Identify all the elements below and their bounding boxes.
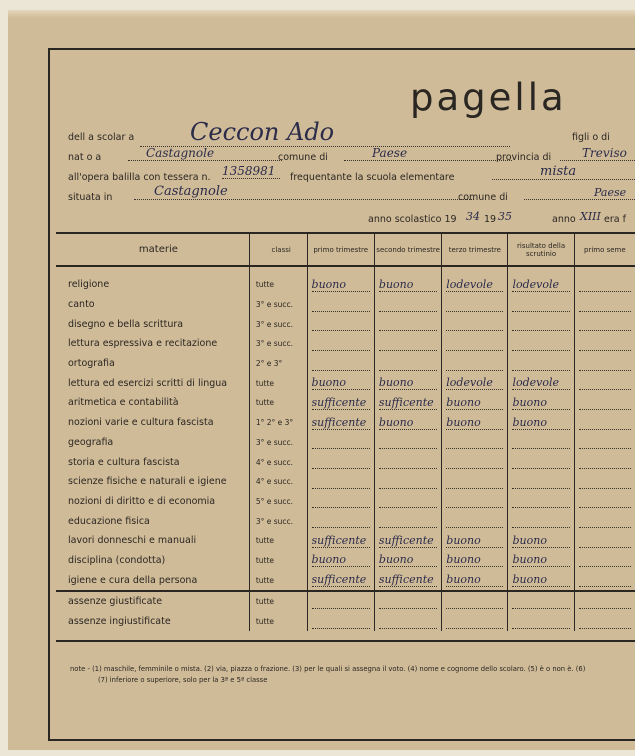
school-type: mista bbox=[492, 164, 635, 180]
grade-cell bbox=[579, 553, 631, 567]
class-label: 2° e 3° bbox=[249, 354, 307, 374]
grade-cell bbox=[379, 514, 437, 528]
situata-value: Castagnole bbox=[134, 184, 474, 200]
grade-cell bbox=[512, 435, 569, 449]
grade-cell bbox=[446, 455, 503, 469]
grade-cell bbox=[446, 514, 503, 528]
grade-cell: buono bbox=[446, 573, 503, 587]
grade-cell: buono bbox=[446, 396, 503, 410]
year-label: anno scolastico 19 bbox=[368, 214, 457, 225]
class-label: 3° e succ. bbox=[249, 433, 307, 453]
absence-row bbox=[56, 591, 635, 612]
grade-cell bbox=[446, 494, 503, 508]
class-label: tutte bbox=[249, 531, 307, 551]
subject-label: scienze fisiche e naturali e igiene bbox=[56, 472, 249, 492]
grade-cell: buono bbox=[379, 416, 437, 430]
grade-cell bbox=[579, 396, 631, 410]
grade-cell bbox=[379, 494, 437, 508]
grade-cell bbox=[579, 573, 631, 587]
subject-label: geografia bbox=[56, 433, 249, 453]
header-result: risultato della scrutinio bbox=[508, 234, 574, 266]
opera-label: all'opera balilla con tessera n. bbox=[68, 172, 211, 183]
school-label: frequentante la scuola elementare bbox=[290, 172, 455, 183]
class-label: tutte bbox=[249, 591, 307, 612]
grade-cell: sufficente bbox=[312, 534, 370, 548]
grade-cell: buono bbox=[446, 416, 503, 430]
table-row bbox=[56, 393, 635, 413]
grade-cell: lodevole bbox=[446, 278, 503, 292]
grade-cell: buono bbox=[379, 278, 437, 292]
absence-label: assenze ingiustificate bbox=[56, 612, 249, 632]
grade-cell: sufficente bbox=[312, 416, 370, 430]
table-row bbox=[56, 531, 635, 551]
grade-cell bbox=[446, 298, 503, 312]
grade-cell bbox=[512, 357, 569, 371]
grade-cell: sufficente bbox=[379, 573, 437, 587]
grade-cell bbox=[312, 455, 370, 469]
anno-label: anno bbox=[552, 214, 576, 225]
header-materie: materie bbox=[56, 234, 249, 266]
provincia-label: provincia di bbox=[496, 152, 552, 163]
grade-cell: buono bbox=[379, 376, 437, 390]
class-label: 5° e succ. bbox=[249, 492, 307, 512]
subject-label: disegno e bella scrittura bbox=[56, 314, 249, 334]
table-row bbox=[56, 433, 635, 453]
grade-cell bbox=[312, 494, 370, 508]
class-label: tutte bbox=[249, 612, 307, 632]
birthplace: Castagnole bbox=[128, 146, 282, 161]
grade-cell bbox=[579, 475, 631, 489]
table-row bbox=[56, 511, 635, 531]
subject-label: nozioni di diritto e di economia bbox=[56, 492, 249, 512]
subject-label: lavori donneschi e manuali bbox=[56, 531, 249, 551]
grade-cell bbox=[446, 337, 503, 351]
grade-cell bbox=[579, 435, 631, 449]
grade-cell bbox=[579, 455, 631, 469]
year-start: 34 bbox=[466, 210, 480, 223]
footnote-line-1: note - (1) maschile, femminile o mista. (2) via, piazza o frazione. (3) per le quali si assegna il voto. (4) nome e cognome dello scolaro. (5) è o non è. (6) bbox=[70, 665, 586, 673]
grade-cell bbox=[379, 337, 437, 351]
table-row bbox=[56, 472, 635, 492]
era-label: era f bbox=[604, 214, 626, 225]
grades-table bbox=[56, 234, 635, 631]
student-label: dell a scolar a bbox=[68, 132, 135, 143]
header-first-term: primo trimestre bbox=[307, 234, 374, 266]
subject-label: igiene e cura della persona bbox=[56, 570, 249, 591]
table-row bbox=[56, 354, 635, 374]
grade-cell: lodevole bbox=[512, 278, 569, 292]
table-row bbox=[56, 314, 635, 334]
page-title: pagella bbox=[410, 76, 567, 119]
grade-cell bbox=[579, 416, 631, 430]
grade-cell bbox=[446, 317, 503, 331]
comune2-value: Paese bbox=[524, 186, 635, 200]
grade-cell: buono bbox=[512, 396, 569, 410]
grade-cell: buono bbox=[512, 553, 569, 567]
grade-cell: sufficente bbox=[312, 573, 370, 587]
class-label: tutte bbox=[249, 373, 307, 393]
grade-cell bbox=[312, 357, 370, 371]
grade-cell bbox=[312, 298, 370, 312]
header-third-term: terzo trimestre bbox=[442, 234, 508, 266]
grade-cell: lodevole bbox=[512, 376, 569, 390]
grade-cell bbox=[512, 475, 569, 489]
subject-label: lettura ed esercizi scritti di lingua bbox=[56, 373, 249, 393]
subject-label: aritmetica e contabilità bbox=[56, 393, 249, 413]
class-label: 3° e succ. bbox=[249, 295, 307, 315]
grade-cell bbox=[379, 435, 437, 449]
comune2-label: comune di bbox=[458, 192, 508, 203]
subject-label: educazione fisica bbox=[56, 511, 249, 531]
situata-label: situata in bbox=[68, 192, 113, 203]
grade-cell bbox=[579, 514, 631, 528]
class-label: tutte bbox=[249, 551, 307, 571]
subject-label: canto bbox=[56, 295, 249, 315]
grade-cell: buono bbox=[512, 573, 569, 587]
class-label: 4° e succ. bbox=[249, 452, 307, 472]
grade-cell bbox=[579, 376, 631, 390]
grade-cell bbox=[379, 317, 437, 331]
class-label: 3° e succ. bbox=[249, 511, 307, 531]
subject-label: religione bbox=[56, 275, 249, 295]
year-mid: 19 bbox=[484, 214, 497, 225]
footnotes bbox=[70, 664, 585, 686]
class-label: tutte bbox=[249, 393, 307, 413]
table-row bbox=[56, 492, 635, 512]
table-row bbox=[56, 373, 635, 393]
grade-cell: buono bbox=[446, 534, 503, 548]
grade-cell bbox=[379, 455, 437, 469]
header-second-term: secondo trimestre bbox=[374, 234, 441, 266]
table-row bbox=[56, 570, 635, 591]
grade-cell bbox=[379, 298, 437, 312]
subject-label: disciplina (condotta) bbox=[56, 551, 249, 571]
grade-cell bbox=[512, 337, 569, 351]
grade-cell bbox=[579, 278, 631, 292]
grade-cell bbox=[579, 317, 631, 331]
header-semester: primo seme bbox=[574, 234, 635, 266]
year-end: 35 bbox=[498, 210, 512, 223]
grade-cell bbox=[312, 435, 370, 449]
grade-cell: sufficente bbox=[379, 396, 437, 410]
grade-cell bbox=[446, 357, 503, 371]
grade-cell bbox=[512, 317, 569, 331]
era-number: XIII bbox=[580, 210, 601, 223]
class-label: 3° e succ. bbox=[249, 314, 307, 334]
class-label: tutte bbox=[249, 570, 307, 591]
grade-cell: buono bbox=[312, 376, 370, 390]
grade-cell bbox=[579, 298, 631, 312]
grade-cell: buono bbox=[379, 553, 437, 567]
absence-row bbox=[56, 612, 635, 632]
table-bottom-rule bbox=[56, 640, 635, 642]
provincia-value: Treviso bbox=[560, 146, 635, 161]
grade-cell bbox=[579, 357, 631, 371]
table-row bbox=[56, 275, 635, 295]
grade-cell bbox=[512, 494, 569, 508]
born-label: nat o a bbox=[68, 152, 102, 163]
table-row bbox=[56, 295, 635, 315]
class-label: 4° e succ. bbox=[249, 472, 307, 492]
absence-label: assenze giustificate bbox=[56, 591, 249, 612]
grade-cell: sufficente bbox=[312, 396, 370, 410]
grade-cell bbox=[312, 317, 370, 331]
grade-cell: sufficente bbox=[379, 534, 437, 548]
grade-cell bbox=[446, 435, 503, 449]
child-label: figli o di bbox=[572, 132, 610, 143]
student-name: Ceccon Ado bbox=[140, 118, 510, 147]
header-classi: classi bbox=[249, 234, 307, 266]
subject-label: ortografia bbox=[56, 354, 249, 374]
table-row bbox=[56, 413, 635, 433]
grade-cell bbox=[312, 475, 370, 489]
grade-cell: buono bbox=[512, 416, 569, 430]
grade-cell bbox=[446, 475, 503, 489]
tessera-number: 1358981 bbox=[222, 164, 280, 179]
grade-cell bbox=[579, 534, 631, 548]
table-header-row bbox=[56, 234, 635, 266]
grade-cell bbox=[579, 494, 631, 508]
subject-label: lettura espressiva e recitazione bbox=[56, 334, 249, 354]
comune-label: comune di bbox=[278, 152, 328, 163]
grade-cell bbox=[312, 514, 370, 528]
grade-cell bbox=[579, 337, 631, 351]
grade-cell: buono bbox=[312, 553, 370, 567]
grade-cell bbox=[379, 475, 437, 489]
table-row bbox=[56, 334, 635, 354]
subject-label: nozioni varie e cultura fascista bbox=[56, 413, 249, 433]
grade-cell bbox=[512, 298, 569, 312]
footnote-line-2: (7) inferiore o superiore, solo per la 3ª e 5ª classe bbox=[98, 676, 268, 684]
grade-cell bbox=[312, 337, 370, 351]
grade-cell bbox=[512, 455, 569, 469]
grade-cell: buono bbox=[512, 534, 569, 548]
table-row bbox=[56, 452, 635, 472]
grade-cell bbox=[379, 357, 437, 371]
class-label: tutte bbox=[249, 275, 307, 295]
grade-cell bbox=[512, 514, 569, 528]
grade-cell: lodevole bbox=[446, 376, 503, 390]
subject-label: storia e cultura fascista bbox=[56, 452, 249, 472]
class-label: 3° e succ. bbox=[249, 334, 307, 354]
class-label: 1° 2° e 3° bbox=[249, 413, 307, 433]
grade-cell: buono bbox=[446, 553, 503, 567]
grade-cell: buono bbox=[312, 278, 370, 292]
table-row bbox=[56, 551, 635, 571]
comune-value: Paese bbox=[344, 146, 512, 161]
